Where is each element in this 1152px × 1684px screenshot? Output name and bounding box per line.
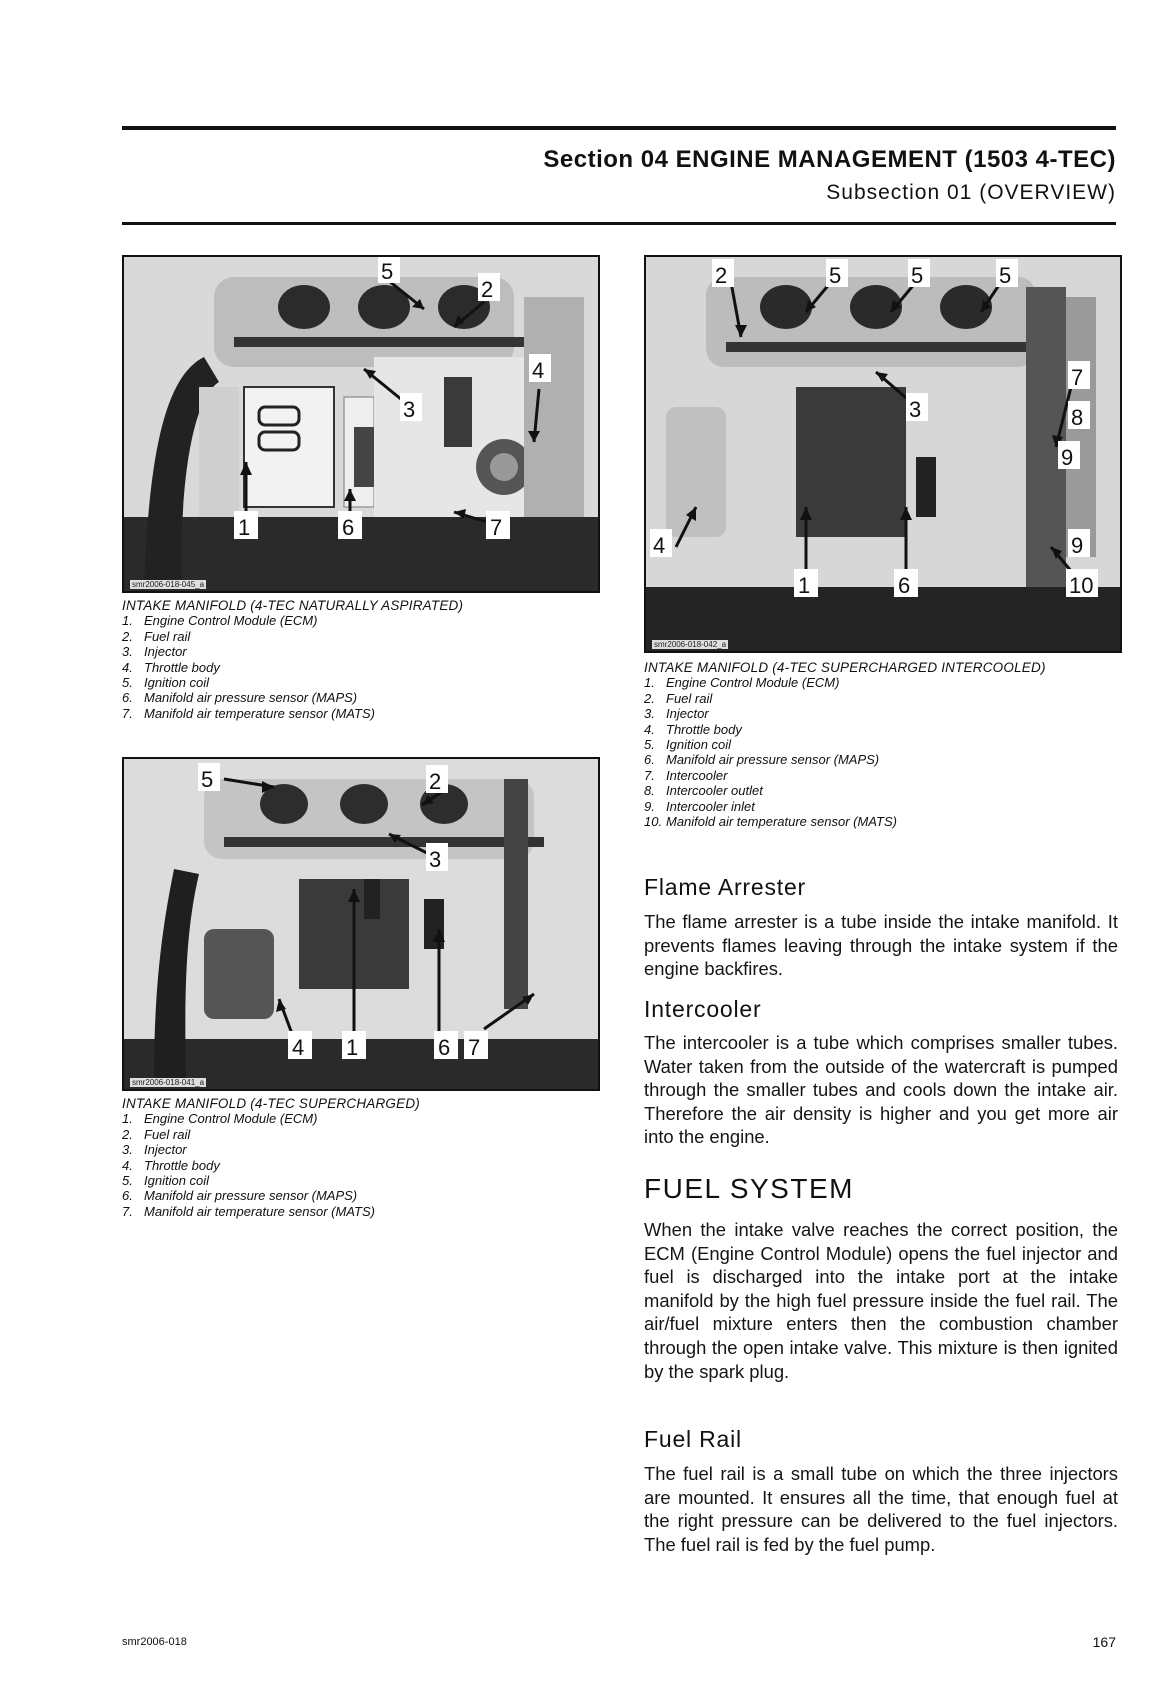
legend-item: 1. Engine Control Module (ECM) <box>644 675 840 691</box>
caption-supercharged-intercooled <box>644 660 1118 829</box>
callout-3: 3 <box>403 397 416 422</box>
legend-item: 6. Manifold air pressure sensor (MAPS) <box>122 690 358 706</box>
figure-image-id: smr2006-018-041_a <box>132 1078 205 1087</box>
legend-item: 5. Ignition coil <box>122 1173 210 1189</box>
callout-5: 5 <box>911 263 924 288</box>
callout-1: 1 <box>798 573 811 598</box>
callout-6: 6 <box>342 515 355 540</box>
callout-4: 4 <box>292 1035 305 1060</box>
legend-item: 6. Manifold air pressure sensor (MAPS) <box>644 752 880 768</box>
heading-fuel-system: FUEL SYSTEM <box>644 1173 854 1204</box>
engine-photo-supercharged-intercooled <box>644 255 1122 653</box>
callout-7: 7 <box>490 515 503 540</box>
footer-doc-code: smr2006-018 <box>122 1636 187 1648</box>
caption-supercharged <box>122 1096 596 1219</box>
callout-9: 9 <box>1061 445 1074 470</box>
callout-5: 5 <box>381 259 394 284</box>
caption-legend-list <box>122 613 596 721</box>
callout-2: 2 <box>481 277 494 302</box>
engine-photo-supercharged <box>122 757 600 1091</box>
legend-item: 4. Throttle body <box>644 721 742 737</box>
callout-1: 1 <box>346 1035 359 1060</box>
header-bottom-rule <box>122 222 1116 225</box>
engine-photo-drawing <box>646 257 1120 651</box>
callout-5: 5 <box>829 263 842 288</box>
subsection-title: Subsection 01 (OVERVIEW) <box>826 181 1116 204</box>
legend-item: 10. Manifold air temperature sensor (MATS) <box>644 814 897 830</box>
heading-fuel-rail: Fuel Rail <box>644 1426 742 1452</box>
header-top-rule <box>122 126 1116 130</box>
legend-item: 4. Throttle body <box>122 659 220 675</box>
callout-10: 10 <box>1069 573 1094 598</box>
legend-item: 3. Injector <box>122 1142 187 1158</box>
legend-item: 2. Fuel rail <box>122 628 191 644</box>
legend-item: 2. Fuel rail <box>122 1126 191 1142</box>
legend-item: 6. Manifold air pressure sensor (MAPS) <box>122 1188 358 1204</box>
legend-item: 8. Intercooler outlet <box>644 783 763 799</box>
caption-title: INTAKE MANIFOLD (4-TEC SUPERCHARGED INTERCOOLED) <box>644 660 1046 675</box>
callout-2: 2 <box>429 769 442 794</box>
legend-item: 7. Manifold air temperature sensor (MATS) <box>122 1203 375 1219</box>
callout-6: 6 <box>898 573 911 598</box>
callout-7: 7 <box>1071 365 1084 390</box>
callout-3: 3 <box>909 397 922 422</box>
legend-item: 1. Engine Control Module (ECM) <box>122 613 318 629</box>
legend-item: 9. Intercooler inlet <box>644 798 755 814</box>
section-title: Section 04 ENGINE MANAGEMENT (1503 4-TEC) <box>543 146 1116 173</box>
callout-9: 9 <box>1071 533 1084 558</box>
callout-5: 5 <box>999 263 1012 288</box>
legend-item: 7. Manifold air temperature sensor (MATS) <box>122 705 375 721</box>
callout-3: 3 <box>429 847 442 872</box>
caption-title: INTAKE MANIFOLD (4-TEC NATURALLY ASPIRATED) <box>122 598 464 613</box>
callout-4: 4 <box>653 533 666 558</box>
legend-item: 5. Ignition coil <box>644 737 732 753</box>
heading-flame-arrester: Flame Arrester <box>644 874 807 900</box>
figure-image-id: smr2006-018-045_a <box>132 580 205 589</box>
legend-item: 2. Fuel rail <box>644 690 713 706</box>
paragraph-intercooler: The intercooler is a tube which comprises smaller tubes. Water taken from the outside of the watercraft is pumped through the smaller tubes and cools down the intake air. Therefore the air density is higher and you get more air into the engine. <box>644 1032 1118 1148</box>
paragraph-flame-arrester: The flame arrester is a tube inside the intake manifold. It prevents flames leaving through the intake system if the engine backfires. <box>644 911 1118 980</box>
legend-item: 1. Engine Control Module (ECM) <box>122 1111 318 1127</box>
caption-legend-list <box>644 675 1118 829</box>
legend-item: 5. Ignition coil <box>122 675 210 691</box>
legend-item: 7. Intercooler <box>644 767 728 783</box>
caption-naturally-aspirated <box>122 598 596 721</box>
paragraph-fuel-system: When the intake valve reaches the correct position, the ECM (Engine Control Module) opens the fuel injector and fuel is discharged into the intake port at the intake manifold by the high fuel pressure inside the fuel rail. The air/fuel mixture enters then the combustion chamber through the open intake valve. This mixture is then ignited by the spark plug. <box>644 1219 1118 1382</box>
callout-5: 5 <box>201 767 214 792</box>
legend-item: 3. Injector <box>122 644 187 660</box>
engine-photo-naturally-aspirated <box>122 255 600 593</box>
legend-item: 3. Injector <box>644 706 709 722</box>
figure-image-id: smr2006-018-042_a <box>654 640 727 649</box>
callout-8: 8 <box>1071 405 1084 430</box>
callout-2: 2 <box>715 263 728 288</box>
engine-photo-drawing <box>124 257 598 591</box>
caption-title: INTAKE MANIFOLD (4-TEC SUPERCHARGED) <box>122 1096 420 1111</box>
callout-6: 6 <box>438 1035 451 1060</box>
callout-4: 4 <box>532 358 545 383</box>
callout-1: 1 <box>238 515 251 540</box>
legend-item: 4. Throttle body <box>122 1157 220 1173</box>
caption-legend-list <box>122 1111 596 1219</box>
callout-7: 7 <box>468 1035 481 1060</box>
paragraph-fuel-rail: The fuel rail is a small tube on which the three injectors are mounted. It ensures all the time, that enough fuel at the right pressure can be delivered to the fuel injectors. The fuel rail is fed by the fuel pump. <box>644 1463 1118 1555</box>
footer-page-number: 167 <box>1092 1634 1116 1650</box>
heading-intercooler: Intercooler <box>644 996 762 1022</box>
engine-photo-drawing <box>124 759 598 1089</box>
